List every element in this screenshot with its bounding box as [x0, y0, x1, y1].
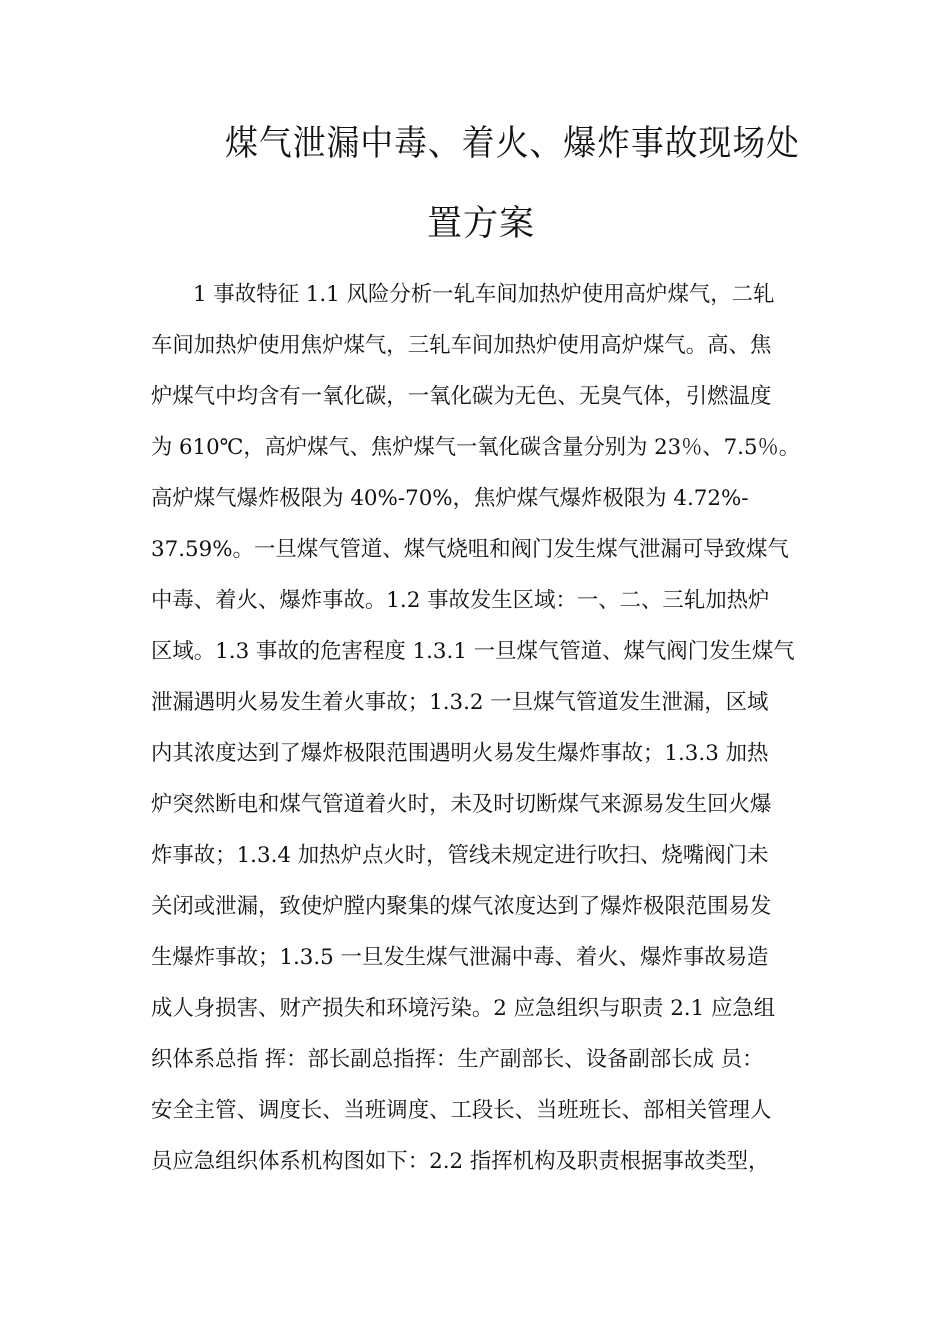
- document-title-line-1: 煤气泄漏中毒、着火、爆炸事故现场处: [225, 124, 800, 164]
- body-line-16: 织体系总指 挥：部长副总指挥：生产副部长、设备副部长成 员：: [151, 1047, 764, 1072]
- body-line-7: 中毒、着火、爆炸事故。1.2 事故发生区域：一、二、三轧加热炉: [151, 588, 770, 613]
- body-line-9: 泄漏遇明火易发生着火事故；1.3.2 一旦煤气管道发生泄漏，区域: [151, 690, 769, 715]
- body-line-10: 内其浓度达到了爆炸极限范围遇明火易发生爆炸事故；1.3.3 加热: [151, 741, 769, 766]
- body-line-11: 炉突然断电和煤气管道着火时，未及时切断煤气来源易发生回火爆: [151, 792, 772, 817]
- body-line-6: 37.59%。一旦煤气管道、煤气烧咀和阀门发生煤气泄漏可导致煤气: [151, 537, 789, 562]
- body-line-15: 成人身损害、财产损失和环境污染。2 应急组织与职责 2.1 应急组: [151, 996, 776, 1021]
- body-line-8: 区域。1.3 事故的危害程度 1.3.1 一旦煤气管道、煤气阀门发生煤气: [151, 639, 795, 664]
- body-line-3: 炉煤气中均含有一氧化碳，一氧化碳为无色、无臭气体，引燃温度: [151, 384, 772, 409]
- body-line-18: 员应急组织体系机构图如下：2.2 指挥机构及职责根据事故类型，: [151, 1149, 770, 1174]
- body-line-13: 关闭或泄漏，致使炉膛内聚集的煤气浓度达到了爆炸极限范围易发: [151, 894, 772, 919]
- body-line-14: 生爆炸事故；1.3.5 一旦发生煤气泄漏中毒、着火、爆炸事故易造: [151, 945, 769, 970]
- body-line-2: 车间加热炉使用焦炉煤气，三轧车间加热炉使用高炉煤气。高、焦: [151, 333, 772, 358]
- body-line-12: 炸事故；1.3.4 加热炉点火时，管线未规定进行吹扫、烧嘴阀门未: [151, 843, 769, 868]
- body-line-4: 为 610℃，高炉煤气、焦炉煤气一氧化碳含量分别为 23％、7.5％。: [151, 435, 801, 460]
- body-line-17: 安全主管、调度长、当班调度、工段长、当班班长、部相关管理人: [151, 1098, 772, 1123]
- body-line-5: 高炉煤气爆炸极限为 40%-70%，焦炉煤气爆炸极限为 4.72%-: [151, 486, 749, 511]
- body-line-1: 1 事故特征 1.1 风险分析一轧车间加热炉使用高炉煤气，二轧: [193, 282, 775, 307]
- document-title-line-2: 置方案: [427, 204, 536, 244]
